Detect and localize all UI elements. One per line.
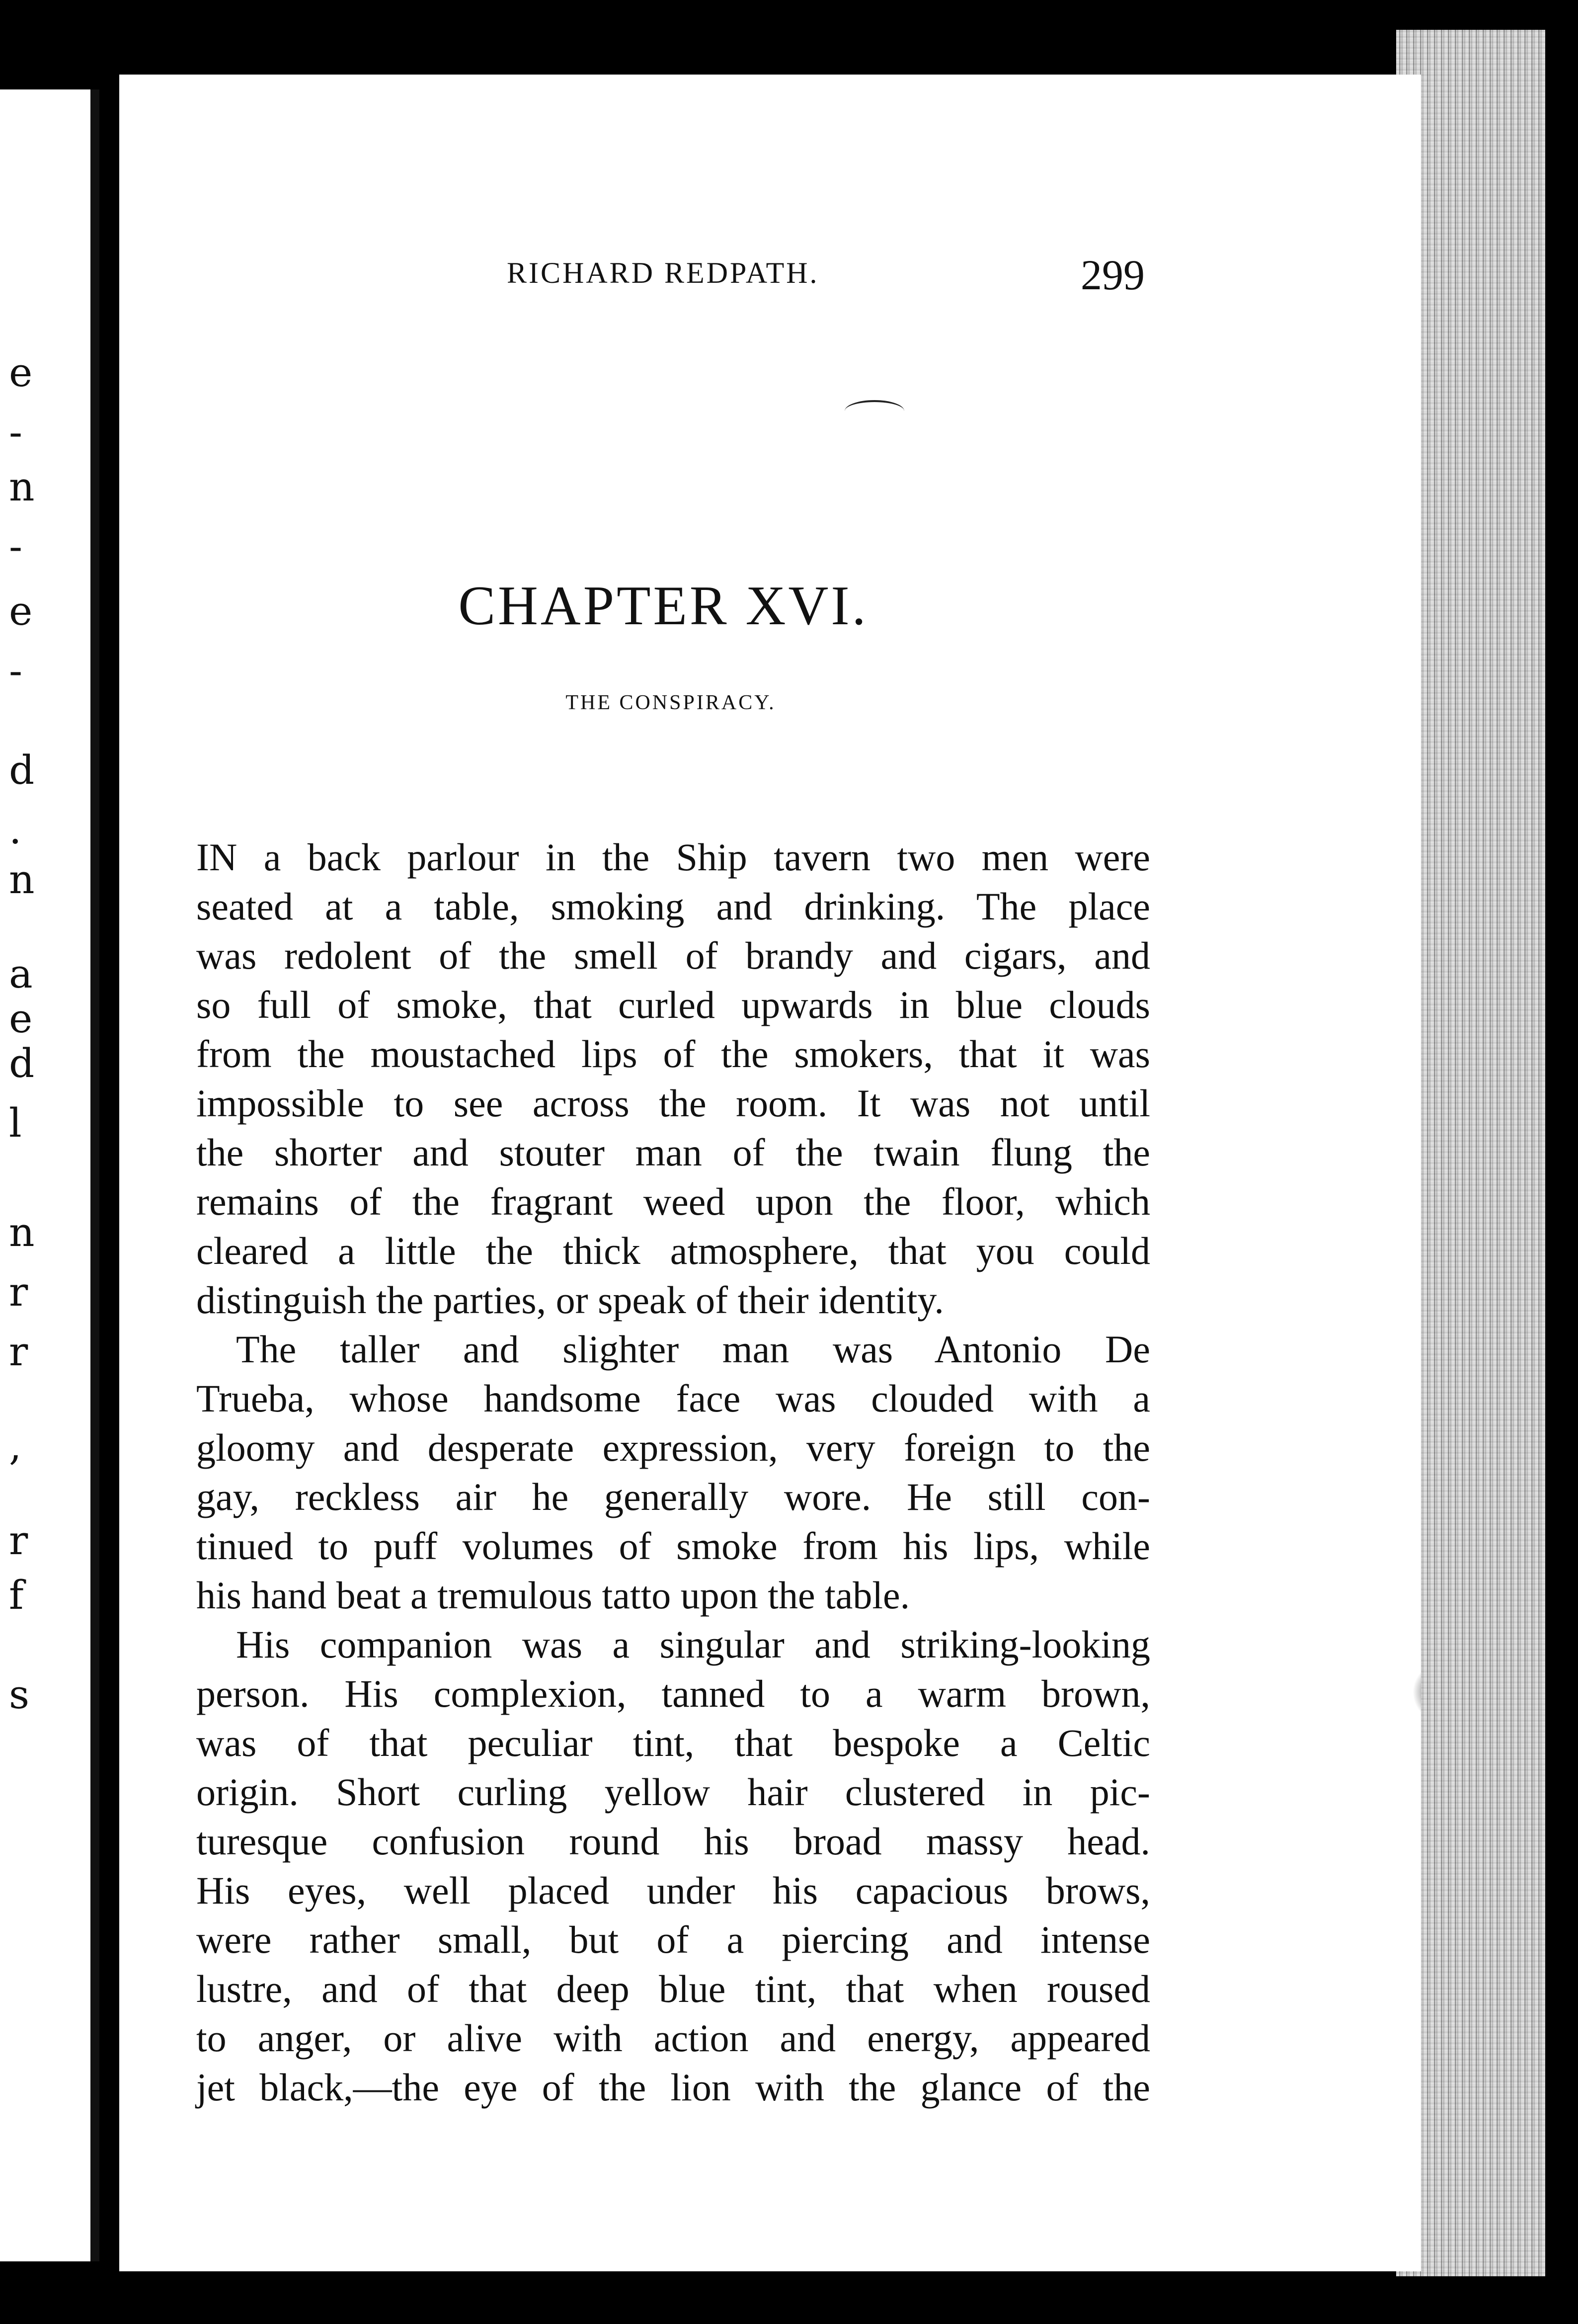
facing-page-fragment: e — [9, 996, 33, 1042]
text-line: impossible to see across the room. It was not until — [196, 1081, 1150, 1125]
text-line: tinued to puff volumes of smoke from his lips, while — [196, 1524, 1150, 1568]
facing-page-fragment: l — [9, 1100, 22, 1146]
facing-page-fragment: s — [9, 1671, 30, 1718]
facing-page-fragment: , — [9, 1423, 22, 1469]
text-line: from the moustached lips of the smokers, that it was — [196, 1032, 1150, 1076]
text-line: lustre, and of that deep blue tint, that when roused — [196, 1967, 1150, 2010]
facing-page-fragment: r — [9, 1269, 28, 1315]
facing-page-fragment: a — [9, 951, 33, 997]
running-head — [119, 251, 1262, 311]
text-line: the shorter and stouter man of the twain flung the — [196, 1131, 1150, 1174]
facing-page-fragment: f — [9, 1572, 24, 1618]
text-line: The taller and slighter man was Antonio De — [236, 1328, 1150, 1371]
facing-page-fragment: - — [9, 523, 23, 570]
ink-blot — [1411, 1665, 1421, 1720]
facing-page-fragment: r — [9, 1517, 28, 1564]
text-line: His eyes, well placed under his capacious brows, — [196, 1869, 1150, 1912]
paragraph — [196, 832, 1150, 1325]
facing-page-fragment: e — [9, 349, 33, 396]
facing-page-fragment: r — [9, 1328, 28, 1375]
text-line: to anger, or alive with action and energy, appeared — [196, 2016, 1150, 2060]
text-line: remains of the fragrant weed upon the floor, which — [196, 1180, 1150, 1223]
text-line: person. His complexion, tanned to a warm brown, — [196, 1672, 1150, 1715]
chapter-title: CHAPTER XVI. — [458, 575, 868, 637]
facing-page-fragment: . — [9, 807, 22, 853]
body-text — [196, 832, 1150, 2112]
paragraph — [196, 1620, 1150, 2112]
text-line: origin. Short curling yellow hair clustered in pic- — [196, 1770, 1150, 1814]
chapter-subtitle: THE CONSPIRACY. — [565, 691, 776, 714]
facing-page-fragment: n — [9, 856, 35, 903]
paragraph — [196, 1325, 1150, 1620]
facing-page-fragment: n — [9, 1209, 35, 1255]
text-line: jet black,—the eye of the lion with the glance of the — [196, 2066, 1150, 2109]
facing-page-fragment: d — [9, 747, 35, 793]
running-title: RICHARD REDPATH. — [507, 256, 819, 289]
text-line: distinguish the parties, or speak of their identity. — [196, 1278, 944, 1322]
facing-page-fragment: d — [9, 1040, 35, 1086]
facing-page-fragment: - — [9, 648, 23, 694]
text-line: was of that peculiar tint, that bespoke a Celtic — [196, 1721, 1150, 1764]
page-number: 299 — [1081, 251, 1145, 299]
facing-page-sliver — [0, 89, 99, 2261]
facing-page-fragment: n — [9, 464, 35, 510]
text-line: gay, reckless air he generally wore. He still con- — [196, 1475, 1150, 1518]
book-page — [119, 75, 1421, 2271]
text-line: were rather small, but of a piercing and intense — [196, 1918, 1150, 1961]
ink-mark — [845, 400, 904, 422]
text-line: cleared a little the thick atmosphere, that you could — [196, 1229, 1150, 1272]
text-line: his hand beat a tremulous tatto upon the table. — [196, 1574, 910, 1617]
text-line: His companion was a singular and striking-looking — [236, 1623, 1150, 1666]
book-gutter — [90, 89, 99, 2261]
text-line: seated at a table, smoking and drinking. The place — [196, 885, 1150, 928]
facing-page-fragment: e — [9, 588, 33, 634]
text-line: turesque confusion round his broad massy head. — [196, 1820, 1150, 1863]
facing-page-fragment: - — [9, 409, 23, 455]
text-line: gloomy and desperate expression, very foreign to the — [196, 1426, 1150, 1469]
text-line: was redolent of the smell of brandy and cigars, and — [196, 934, 1150, 977]
text-line: Trueba, whose handsome face was clouded with a — [196, 1377, 1150, 1420]
text-line: IN a back parlour in the Ship tavern two men were — [196, 835, 1150, 879]
text-line: so full of smoke, that curled upwards in blue clouds — [196, 983, 1150, 1026]
